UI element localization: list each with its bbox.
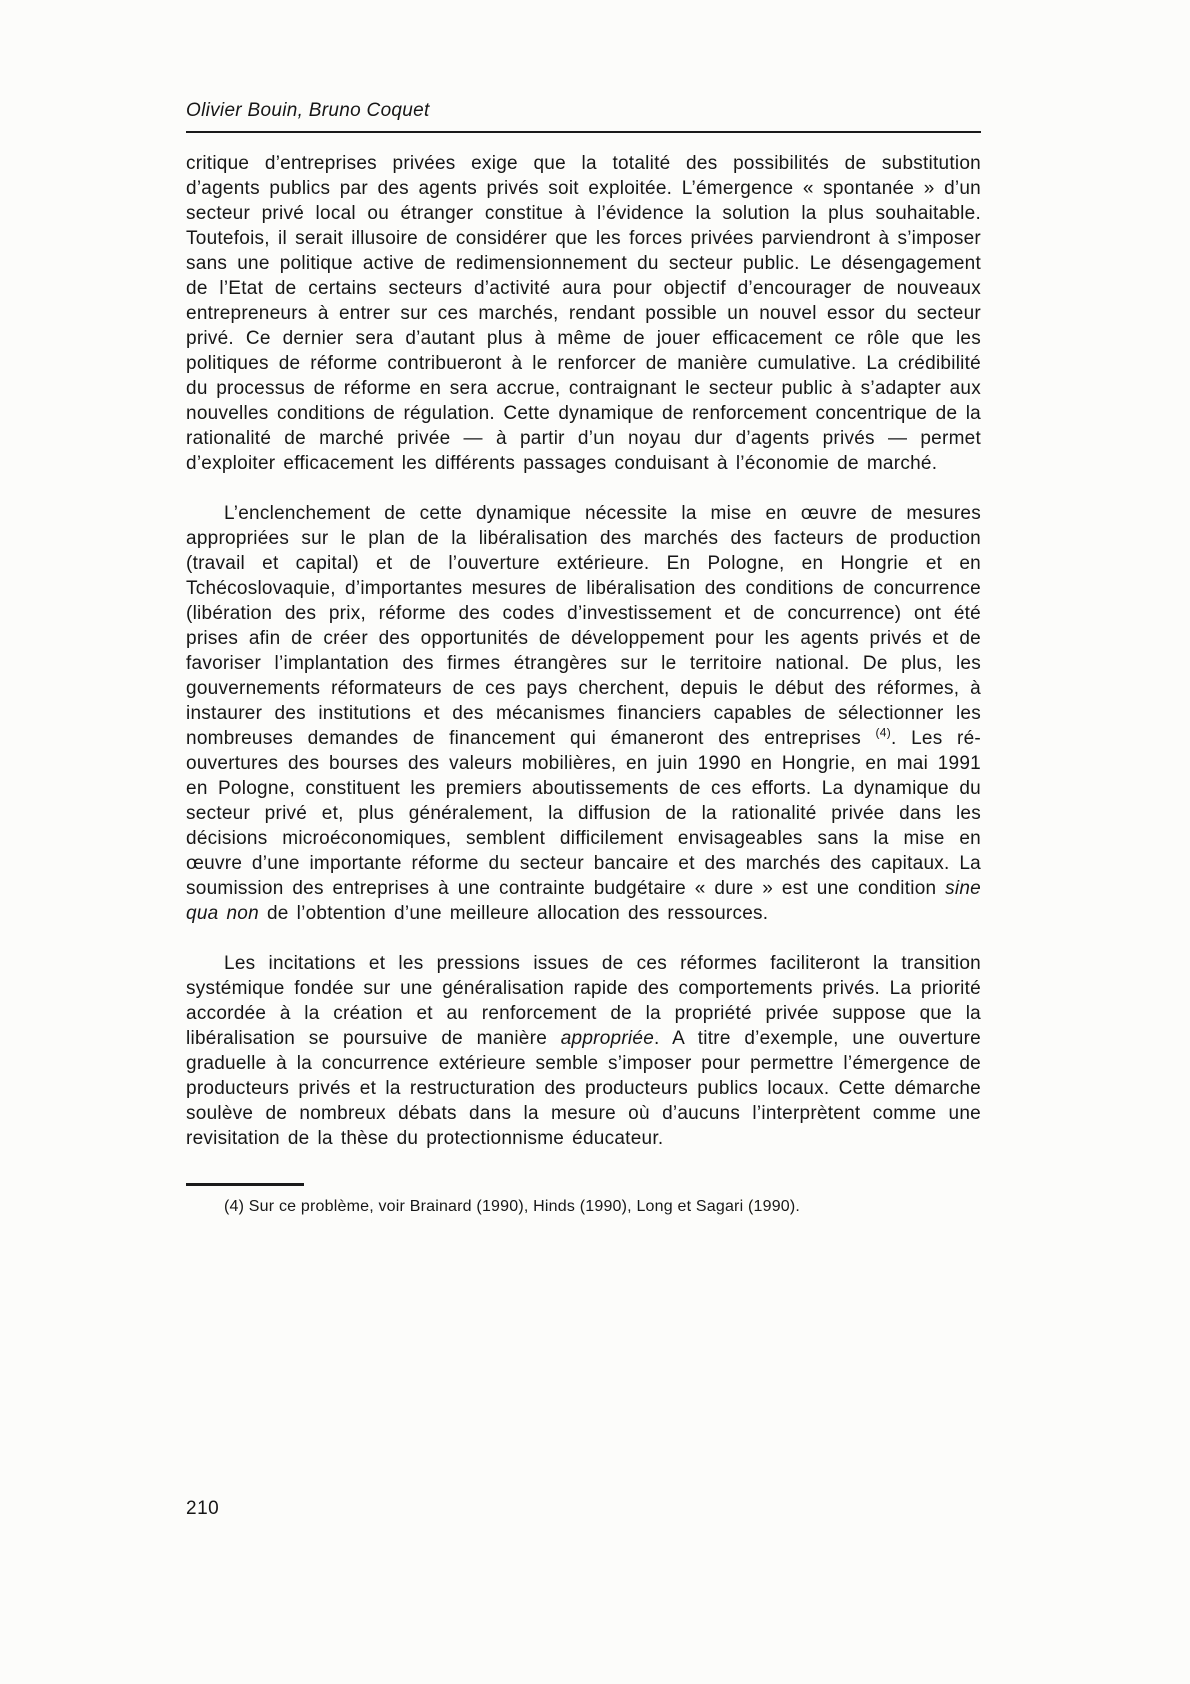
page-number: 210	[186, 1498, 220, 1519]
body-paragraph: critique d’entreprises privées exige que la totalité des possibilités de substitution d’agents publics par des agents privés soit exploitée. L’émergence « spontanée » d’un secteur privé local ou étranger constitue à l’évidence la solution la plus souhaitable. Toutefois, il serait illusoire de considérer que les forces privées parviendront à s’imposer sans une politique active de redimensionnement du secteur public. Le désengagement de l’Etat de certains secteurs d’activité aura pour objectif d’encourager de nouveaux entrepreneurs à entrer sur ces marchés, rendant possible un nouvel essor du secteur privé. Ce dernier sera d’autant plus à même de jouer efficacement ce rôle que les politiques de réforme contribueront à le renforcer de manière cumulative. La crédibilité du processus de réforme en sera accrue, contraignant le secteur public à s’adapter aux nouvelles conditions de régulation. Cette dynamique de renforcement concentrique de la rationalité de marché privée — à partir d’un noyau dur d’agents privés — permet d’exploiter efficacement les différents passages conduisant à l’économie de marché.	[186, 153, 981, 474]
footnote-reference: (4)	[875, 725, 891, 740]
text-column	[186, 100, 981, 1217]
body-paragraph: L’enclenchement de cette dynamique nécessite la mise en œuvre de mesures appropriées sur le plan de la libéralisation des marchés des facteurs de production (travail et capital) et de l’ouverture extérieure. En Pologne, en Hongrie et en Tchécoslovaquie, d’importantes mesures de libéralisation des conditions de concurrence (libération des prix, réforme des codes d’investissement et de concurrence) ont été prises afin de créer des opportunités de développement pour les agents privés et de favoriser l’implantation des firmes étrangères sur le territoire national. De plus, les gouvernements réformateurs de ces pays cherchent, depuis le début des réformes, à instaurer des institutions et des mécanismes financiers capables de sélectionner les nombreuses demandes de financement qui émaneront des entreprises $^{(4)}$. Les ré-ouvertures des bourses des valeurs mobilières, en juin 1990 en Hongrie, en mai 1991 en Pologne, constituent les premiers aboutissements de ces efforts. La dynamique du secteur privé et, plus généralement, la diffusion de la rationalité privée dans les décisions microéconomiques, semblent difficilement envisageables sans la mise en œuvre d’une importante réforme du secteur bancaire et des marchés des capitaux. La soumission des entreprises à une contrainte budgétaire « dure » est une condition sine qua non de l’obtention d’une meilleure allocation des ressources.	[186, 503, 981, 924]
header-authors: Olivier Bouin, Bruno Coquet	[186, 100, 430, 121]
footnote-text: (4) Sur ce problème, voir Brainard (1990), Hinds (1990), Long et Sagari (1990).	[224, 1198, 801, 1215]
footnote-block	[186, 1183, 981, 1217]
header-rule	[186, 131, 981, 133]
body-paragraph: Les incitations et les pressions issues de ces réformes faciliteront la transition systémique fondée sur une généralisation rapide des comportements privés. La priorité accordée à la création et au renforcement de la propriété privée suppose que la libéralisation se poursuive de manière appropriée. A titre d’exemple, une ouverture graduelle à la concurrence extérieure semble s’imposer pour permettre l’émergence de producteurs privés et la restructuration des producteurs publics locaux. Cette démarche soulève de nombreux débats dans la mesure où d’aucuns l’interprètent comme une revisitation de la thèse du protectionnisme éducateur.	[186, 953, 981, 1149]
footnote-rule	[186, 1183, 304, 1186]
body-text	[186, 151, 981, 1151]
